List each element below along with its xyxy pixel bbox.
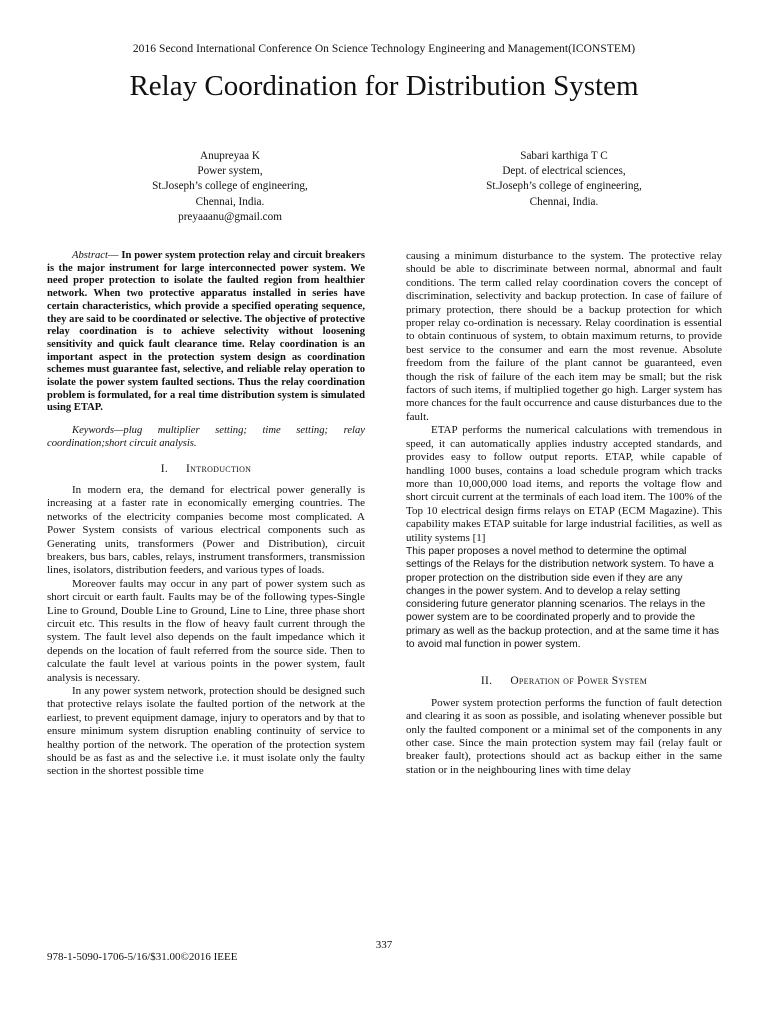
paragraph-proposal: This paper proposes a novel method to determine the optimal settings of the Relays for the distribution network system. To have a proper protection on the distribution side even if they are any changes in the power system. And to develop a relay setting considering future generator planning scenarios. The relays in the power system are to be coordinated properly and to provide the primary as well as the backup protection, and at the same time it has to avoid mal function in power system. (406, 545, 720, 651)
section-heading-introduction (47, 463, 365, 476)
author-affiliation-line: Dept. of electrical sciences, (502, 165, 626, 178)
section-title: Introduction (186, 462, 252, 475)
author-name: Sabari karthiga T C (520, 150, 608, 162)
right-column (406, 250, 722, 777)
paragraph: Power system protection performs the function of fault detection and clearing it as soon as possible, and isolating whenever possible but only the faulted component or a minimal set of the components in any other case. Since the main protection system may fail (relay fault or breaker fault), protections should act as backup either in the same station or in the neighbouring lines with time delay (406, 696, 722, 776)
section-number: I. (160, 462, 169, 475)
abstract (47, 250, 365, 415)
conference-header: 2016 Second International Conference On Science Technology Engineering and Management(ICONSTEM) (132, 43, 636, 55)
author-affiliation-line: Chennai, India. (529, 195, 599, 208)
page-number: 337 (375, 939, 393, 951)
paragraph-etap: ETAP performs the numerical calculations with tremendous in speed, it can automatically applies industry accepted standards, and provides easy to follow output reports. ETAP, while capable of handling 1000 buses, contains a load schedule program which tracks more than 10,000,000 load items, and reports the voltage flow and short circuit current at the terminals of each load item. The 100% of the Top 10 electrical design firms relays on ETAP (ECM Magazine). This capability makes ETAP suitable for large industrial facilities, as well as utility systems [1] (406, 424, 722, 544)
isbn-footer: 978-1-5090-1706-5/16/$31.00©2016 IEEE (47, 951, 238, 963)
abstract-text: In power system protection relay and circuit breakers is the major instrument for large interconnected power system. We need proper protection to isolate the faulted region from healthier network. When two protective apparatus installed in series have certain characteristics, which provide a specified operating sequence, they are said to be coordinated or selective. The objective of protective relay coordination is to achieve selectivity without loosening sensitivity and quick fault clearance time. Relay coordination is an important aspect in the protection system design as coordination schemes must guarantee fast, selective, and reliable relay operation to isolate the power system faulted sections. Thus the relay coordination problem is formulated, for a real time distribution system is simulated using ETAP. (47, 250, 365, 414)
author-affiliation-line: Power system, (197, 165, 263, 178)
abstract-label: Abstract (72, 250, 108, 261)
paragraph-continuation: causing a minimum disturbance to the system. The protective relay should be able to discriminate between normal, abnormal and fault conditions. The term called relay coordination covers the concept of discrimination, selectivity and backup protection. In case of failure of primary protection, there should be a backup protection for which proper relay co-ordination is necessary. Relay coordination is essential to obtain continuous of system, to obtain maximum returns, to provide best service to the consumer and earn the most revenue. Absolute freedom from the failure of the plant cannot be guaranteed, even though the risk of failure of the each item may be small; but the risk factors of such items, if multiplied together go high. Larger system has more chances for the fault occurrence and cause disturbances due to the fault. (406, 250, 722, 423)
paper-title: Relay Coordination for Distribution System (129, 70, 639, 102)
paragraph: Moreover faults may occur in any part of power system such as short circuit or earth fault. Faults may be of the following types-Single Line to Ground, Double Line to Ground, Line to Line, three phase short circuit etc. This results in the flow of heavy fault current through the system. The fault level also depends on the fault impedance which it depends on the location of fault referred from the source side. Then to calculate the fault level at various points in the power system, fault analysis is necessary. (47, 577, 365, 684)
author-affiliation-line: St.Joseph’s college of engineering, (152, 180, 308, 193)
abstract-dash: — (107, 250, 122, 261)
author-email: preyaaanu@gmail.com (178, 210, 282, 223)
author-block-1 (100, 149, 360, 225)
author-name: Anupreyaa K (200, 150, 260, 162)
left-column (47, 250, 365, 779)
section-title: Operation of Power System (510, 675, 648, 688)
paragraph: In any power system network, protection should be designed such that protective relays isolate the faulted portion of the network at the earliest, to prevent equipment damage, injury to operators and by that to ensure minimum system disruption enabling continuity of service to healthy portion of the network. The operation of the protection system should be as fast as and the selective i.e. it must isolate only the faulty section in the shortest possible time (47, 685, 365, 778)
section-number: II. (480, 675, 493, 688)
keywords: Keywords—plug multiplier setting; time setting; relay coordination;short circuit analysis. (47, 425, 365, 449)
author-affiliation-line: St.Joseph’s college of engineering, (486, 180, 642, 193)
paragraph: In modern era, the demand for electrical power generally is increasing at a faster rate in economically emerging countries. The networks of the electricity companies become most complicated. A Power System consists of various electrical components such as Generating units, transformers (Power and Distribution), circuit breakers, bus bars, cables, relays, instrument transformers, transmission lines, isolators, distribution feeders, and various types of loads. (47, 483, 365, 577)
author-block-2 (434, 149, 694, 210)
section-heading-operation (406, 675, 722, 688)
author-affiliation-line: Chennai, India. (195, 195, 265, 208)
